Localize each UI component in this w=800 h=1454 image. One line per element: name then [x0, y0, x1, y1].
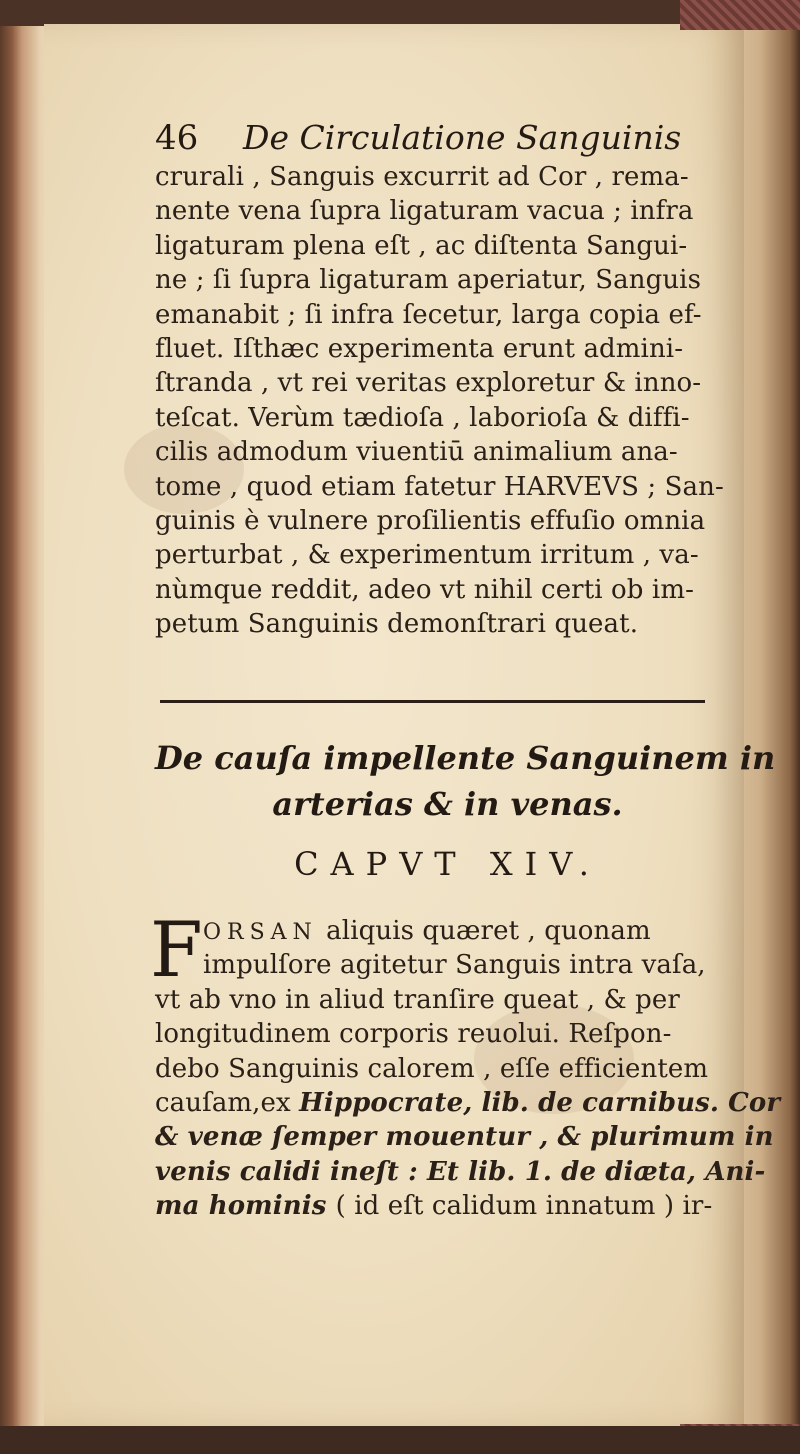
bookmark-ribbon-top	[680, 0, 800, 30]
bottom-edge	[0, 1426, 800, 1454]
section-title-line: De cauſa impellente Sanguinem in	[155, 739, 776, 777]
text-line	[155, 1086, 781, 1120]
citation: ma hominis	[155, 1191, 336, 1222]
text-line: nùmque reddit, adeo vt nihil certi ob im-	[155, 574, 694, 605]
running-head: De Circulatione Sanguinis	[243, 118, 682, 157]
chapter-paragraph	[155, 914, 781, 1224]
text-span: cauſam,ex	[155, 1087, 300, 1118]
text-line: tome , quod etiam fatetur HARVEVS ; San-	[155, 471, 724, 502]
section-title	[155, 735, 776, 827]
text-line	[155, 914, 725, 948]
text-line: impulſore agitetur Sanguis intra vaſa,	[203, 950, 706, 981]
text-line: vt ab vno in aliud tranſire queat , & per	[155, 984, 680, 1015]
citation: Hippocrate, lib. de carnibus. Cor	[299, 1087, 781, 1118]
text-line: debo Sanguinis calorem , eſſe efficientem	[155, 1053, 709, 1084]
text-line: ſtranda , vt rei veritas exploretur & inno-	[155, 368, 702, 399]
text-line: perturbat , & experimentum irritum , va-	[155, 540, 699, 571]
text-line: cilis admodum viuentiū animalium ana-	[155, 437, 678, 468]
text-line: venis calidi ineſt : Et lib. 1. de diæta, Ani-	[155, 1156, 766, 1187]
text-line: crurali , Sanguis excurrit ad Cor , rema-	[155, 162, 689, 192]
first-word-smallcaps: ORSAN	[203, 920, 318, 945]
text-line: ligaturam plena eſt , ac diſtenta Sangui-	[155, 230, 688, 261]
text-line: & venæ ſemper mouentur , & plurimum in	[155, 1122, 774, 1153]
drop-cap: F	[150, 905, 203, 994]
section-title-line: arterias & in venas.	[272, 785, 623, 823]
chapter-heading: CAPVT XIV.	[294, 845, 601, 883]
page-number: 46	[155, 118, 199, 158]
text-line	[155, 1189, 725, 1223]
text-line: guinis è vulnere proſilientis effuſio omnia	[155, 505, 706, 536]
text-line: fluet. Iſthæc experimenta erunt admini-	[155, 333, 684, 364]
text-line: longitudinem corporis reuolui. Reſpon-	[155, 1019, 672, 1050]
text-line: petum Sanguinis demonſtrari queat.	[155, 609, 639, 640]
text-span: aliquis quæret , quonam	[317, 916, 651, 946]
body-text	[155, 160, 725, 641]
text-line: teſcat. Verùm tædioſa , laborioſa & diffi-	[155, 402, 690, 433]
text-span: ( id eſt calidum innatum ) ir-	[335, 1191, 713, 1222]
text-line: emanabit ; ſi infra ſecetur, larga copia ef-	[155, 299, 702, 330]
text-line: ne ; ſi ſupra ligaturam aperiatur, Sanguis	[155, 265, 702, 296]
text-line: nente vena ſupra ligaturam vacua ; infra	[155, 196, 694, 227]
section-divider	[160, 700, 705, 703]
